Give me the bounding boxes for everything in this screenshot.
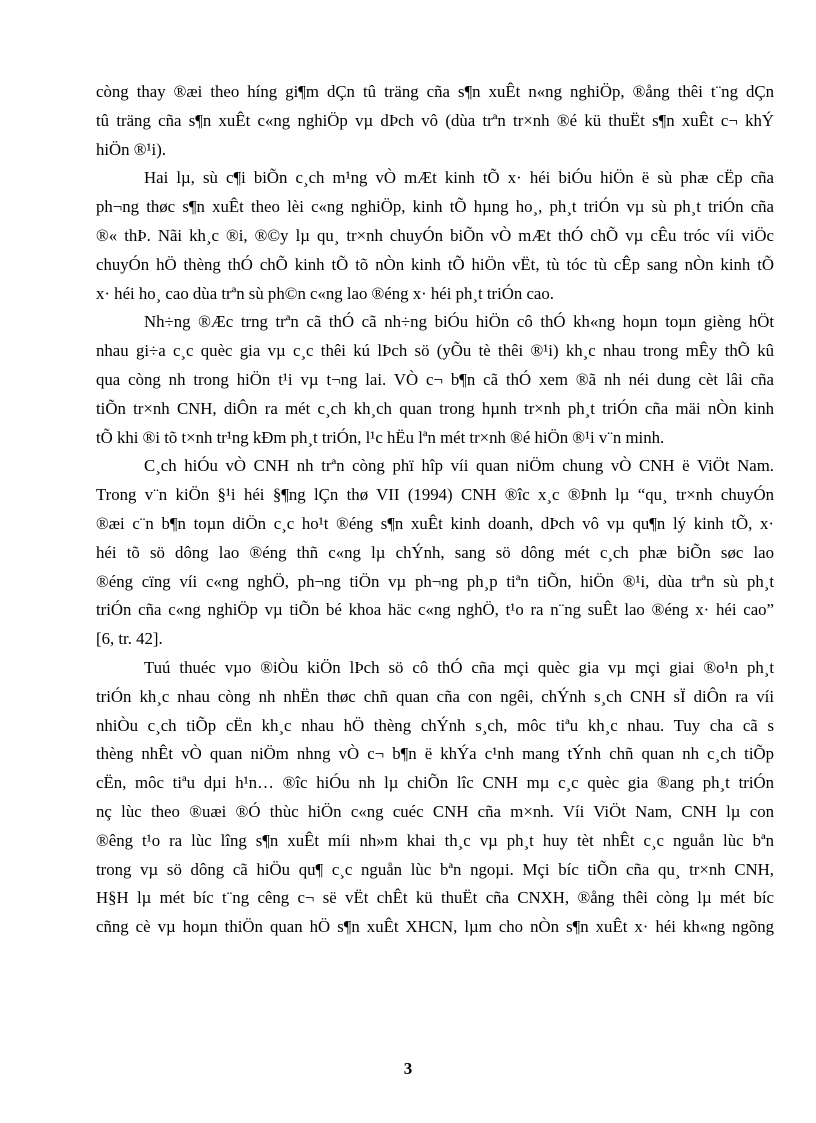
text-line: héi tõ sö dông lao ®éng thñ c«ng lµ chÝnh, sang sö dông mét c¸ch phæ biÕn søc lao	[96, 542, 774, 562]
text-line: tÕ khi ®i tõ t×nh tr¹ng kÐm ph¸t triÓn, l¹c hËu lªn mét tr×nh ®é hiÖn ®¹i v¨n minh.	[96, 427, 665, 447]
text-line: qua còng nh trong hiÖn t¹i vµ t¬ng lai. VÒ c¬ b¶n cã thÓ xem ®ã nh néi dung cèt lâi cña	[96, 369, 774, 389]
paragraph-5	[96, 654, 774, 942]
text-line: còng thay ®æi theo híng gi¶m dÇn tû träng cña s¶n xuÊt n«ng nghiÖp, ®ång thêi t¨ng dÇn	[96, 82, 774, 101]
text-line: ph¬ng thøc s¶n xuÊt theo lèi c«ng nghiÖp, kinh tÕ hµng ho¸, ph¸t triÓn vµ sù ph¸t triÓn cña	[96, 197, 774, 217]
text-line: cñng cè vµ hoµn thiÖn quan hÖ s¶n xuÊt XHCN, lµm cho nÒn s¶n xuÊt x· héi kh«ng ngõng	[96, 917, 774, 937]
paragraph-1	[96, 78, 774, 164]
paragraph-4	[96, 452, 774, 654]
text-line: nhau gi÷a c¸c quèc gia vµ c¸c thêi kú lÞch sö (yÕu tè thêi ®¹i) kh¸c nhau trong mÊy thÕ kû	[96, 341, 774, 361]
text-line: C¸ch hiÓu vÒ CNH nh trªn còng phï hîp víi quan niÖm chung vÒ CNH ë ViÖt Nam.	[144, 456, 774, 476]
text-line: ®« thÞ. Nãi kh¸c ®i, ®©y lµ qu¸ tr×nh chuyÓn biÕn vÒ mÆt thÓ chÕ vµ cÊu tróc víi viÖc	[96, 225, 774, 245]
document-body	[96, 78, 774, 942]
text-line: Nh÷ng ®Æc trng trªn cã thÓ cã nh÷ng biÓu hiÖn cô thÓ kh«ng hoµn toµn gièng hÖt	[144, 312, 774, 332]
text-line: [6, tr. 42].	[96, 629, 163, 649]
text-line: cËn, môc tiªu dµi h¹n… ®îc hiÓu nh lµ chiÕn lîc CNH mµ c¸c quèc gia ®ang ph¸t triÓn	[96, 773, 774, 793]
text-line: thèng nhÊt vÒ quan niÖm nhng vÒ c¬ b¶n ë khÝa c¹nh mang tÝnh chñ quan nh c¸ch tiÕp	[96, 744, 774, 764]
text-line: x· héi ho¸ cao dùa trªn sù ph©n c«ng lao ®éng x· héi ph¸t triÓn cao.	[96, 283, 554, 303]
text-line: tû träng cña s¶n xuÊt c«ng nghiÖp vµ dÞch vô (dùa trªn tr×nh ®é kü thuËt s¶n xuÊt c¬ khÝ	[96, 110, 774, 130]
text-line: ®êng t¹o ra lùc lîng s¶n xuÊt míi nh»m khai th¸c vµ ph¸t huy tèt nhÊt c¸c nguån lùc bªn	[96, 830, 774, 850]
text-line: triÓn kh¸c nhau còng nh nhËn thøc chñ quan cña con ngêi, chÝnh s¸ch CNH sÏ diÔn ra víi	[96, 686, 774, 706]
text-line: triÓn cña c«ng nghiÖp vµ tiÕn bé khoa häc c«ng nghÖ, t¹o ra n¨ng suÊt lao ®éng x· héi cao”	[96, 600, 774, 620]
paragraph-2	[96, 164, 774, 308]
text-line: H§H lµ mét bíc t¨ng cêng c¬ së vËt chÊt kü thuËt cña CNXH, ®ång thêi còng lµ mét bíc	[96, 888, 774, 908]
text-line: Trong v¨n kiÖn §¹i héi §¶ng lÇn thø VII (1994) CNH ®îc x¸c ®Þnh lµ “qu¸ tr×nh chuyÓn	[96, 485, 774, 505]
text-line: ®éng cïng víi c«ng nghÖ, ph¬ng tiÖn vµ ph¬ng ph¸p tiªn tiÕn, hiÖn ®¹i, dùa trªn sù ph¸t	[96, 571, 774, 591]
page-number: 3	[403, 1059, 413, 1078]
text-line: chuyÓn hÖ thèng thÓ chÕ kinh tÕ tõ nÒn kinh tÕ hiÖn vËt, tù tóc tù cÊp sang nÒn kinh tÕ	[96, 254, 774, 274]
text-line: nç lùc theo ®uæi ®Ó thùc hiÖn c«ng cuéc CNH cña m×nh. Víi ViÖt Nam, CNH lµ con	[96, 801, 774, 821]
text-line: ®æi c¨n b¶n toµn diÖn c¸c ho¹t ®éng s¶n xuÊt kinh doanh, dÞch vô vµ qu¶n lý kinh tÕ, x·	[96, 513, 774, 533]
text-line: tiÕn tr×nh CNH, diÔn ra mét c¸ch kh¸ch quan trong hµnh tr×nh ph¸t triÓn cña mäi nÒn kinh	[96, 398, 774, 418]
text-line: Tuú thuéc vµo ®iÒu kiÖn lÞch sö cô thÓ cña mçi quèc gia vµ mçi giai ®o¹n ph¸t	[144, 657, 774, 677]
text-line: Hai lµ, sù c¶i biÕn c¸ch m¹ng vÒ mÆt kinh tÕ x· héi biÓu hiÖn ë sù phæ cËp cña	[144, 168, 774, 188]
text-line: hiÖn ®¹i).	[96, 139, 166, 159]
text-line: trong vµ sö dông cã hiÖu qu¶ c¸c nguån lùc bªn ngoµi. Mçi bíc tiÕn cña qu¸ tr×nh CNH,	[96, 859, 774, 879]
text-line: nhiÒu c¸ch tiÕp cËn kh¸c nhau hÖ thèng chÝnh s¸ch, môc tiªu kh¸c nhau. Tuy cha cã s	[96, 715, 774, 735]
paragraph-3	[96, 308, 774, 452]
